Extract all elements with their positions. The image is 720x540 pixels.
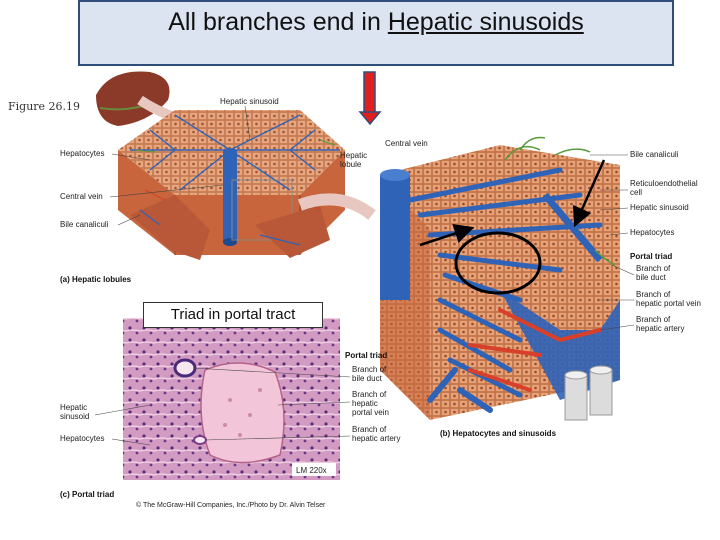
c-label-artery-1: Branch of [352, 425, 387, 434]
c-label-sinusoid-1: Hepatic [60, 403, 88, 412]
c-label-hepatocytes: Hepatocytes [60, 434, 105, 443]
c-label-artery-2: hepatic artery [352, 434, 401, 443]
c-magnification: LM 220x [296, 466, 327, 475]
histology-micrograph [123, 318, 340, 480]
hepatocyte-sinusoid-block [380, 138, 620, 421]
a-caption: (a) Hepatic lobules [60, 275, 132, 284]
title-prefix: All branches end in [168, 8, 388, 36]
b-label-bile-canaliculi: Bile canaliculi [630, 150, 679, 159]
b-label-bile-duct-2: bile duct [636, 273, 666, 282]
triad-callout: Triad in portal tract [143, 302, 323, 328]
b-label-portal-vein-2: hepatic portal vein [636, 299, 701, 308]
c-label-bile-duct-1: Branch of [352, 365, 387, 374]
a-label-hepatocytes: Hepatocytes [60, 149, 105, 158]
figure-number: Figure 26.19 [8, 100, 81, 113]
liver-thumbnail [96, 71, 170, 126]
b-label-reticulo-1: Reticuloendothelial [630, 179, 698, 188]
a-label-bile-canaliculi: Bile canaliculi [60, 220, 109, 229]
a-label-hepatic-lobule-1: Hepatic [340, 151, 368, 160]
a-label-hepatic-lobule-2: lobule [340, 160, 362, 169]
c-label-bile-duct-2: bile duct [352, 374, 382, 383]
c-label-portal-triad: Portal triad [345, 351, 388, 360]
b-caption: (b) Hepatocytes and sinusoids [440, 429, 557, 438]
red-down-arrow [360, 72, 380, 124]
c-caption: (c) Portal triad [60, 490, 115, 499]
title-underlined: Hepatic sinusoids [387, 8, 584, 36]
b-label-central-vein: Central vein [385, 139, 428, 148]
c-label-portal-vein-1: Branch of [352, 390, 387, 399]
c-label-portal-vein-3: portal vein [352, 408, 389, 417]
copyright-credit: © The McGraw-Hill Companies, Inc./Photo by Dr. Alvin Telser [136, 502, 326, 509]
c-label-sinusoid-2: sinusoid [60, 412, 90, 421]
a-label-hepatic-sinusoid: Hepatic sinusoid [220, 97, 279, 106]
b-label-reticulo-2: cell [630, 188, 643, 197]
b-label-artery-1: Branch of [636, 315, 671, 324]
b-label-artery-2: hepatic artery [636, 324, 685, 333]
b-label-hepatic-sinusoid: Hepatic sinusoid [630, 203, 689, 212]
c-label-portal-vein-2: hepatic [352, 399, 378, 408]
b-label-hepatocytes: Hepatocytes [630, 228, 675, 237]
hepatic-lobules-illustration [118, 110, 345, 260]
b-label-portal-triad: Portal triad [630, 252, 673, 261]
b-label-portal-vein-1: Branch of [636, 290, 671, 299]
b-label-bile-duct-1: Branch of [636, 264, 671, 273]
a-label-central-vein: Central vein [60, 192, 103, 201]
